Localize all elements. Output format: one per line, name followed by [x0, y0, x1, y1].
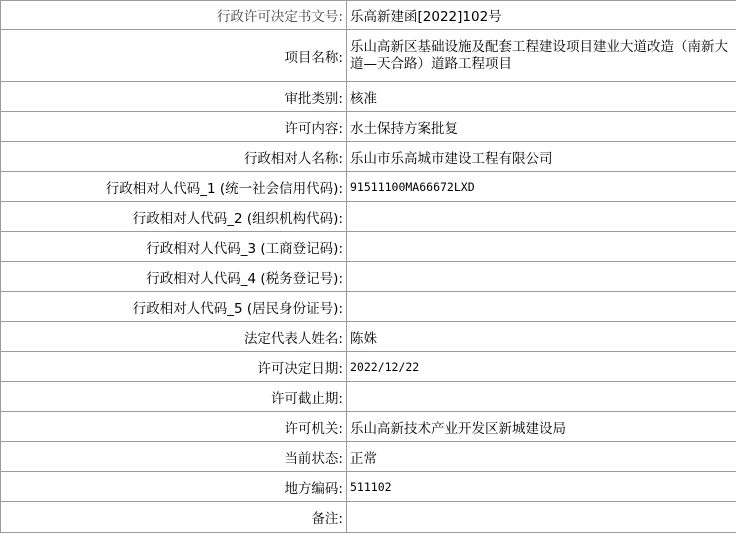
table-row	[1, 262, 736, 292]
field-label-business-reg-code[interactable]: 行政相对人代码_3 (工商登记码):	[1, 232, 347, 262]
table-row	[1, 382, 736, 412]
table-row	[1, 172, 736, 202]
field-value-current-status[interactable]: 正常	[347, 442, 736, 472]
table-row	[1, 202, 736, 232]
field-value-region-code[interactable]: 511102	[347, 472, 736, 502]
table-row	[1, 292, 736, 322]
field-value-decision-number[interactable]: 乐高新建函[2022]102号	[347, 1, 736, 30]
field-label-current-status[interactable]: 当前状态:	[1, 442, 347, 472]
field-value-id-number[interactable]	[347, 292, 736, 322]
field-label-id-number[interactable]: 行政相对人代码_5 (居民身份证号):	[1, 292, 347, 322]
field-value-expiry-date[interactable]	[347, 382, 736, 412]
table-row	[1, 142, 736, 172]
field-label-approval-category[interactable]: 审批类别:	[1, 82, 347, 112]
field-label-license-content[interactable]: 许可内容:	[1, 112, 347, 142]
field-label-decision-date[interactable]: 许可决定日期:	[1, 352, 347, 382]
table-row	[1, 1, 736, 30]
field-value-remarks[interactable]	[347, 502, 736, 533]
table-row	[1, 232, 736, 262]
field-value-approval-category[interactable]: 核准	[347, 82, 736, 112]
field-label-org-code[interactable]: 行政相对人代码_2 (组织机构代码):	[1, 202, 347, 232]
field-label-credit-code[interactable]: 行政相对人代码_1 (统一社会信用代码):	[1, 172, 347, 202]
field-value-credit-code[interactable]: 91511100MA66672LXD	[347, 172, 736, 202]
field-label-decision-number[interactable]: 行政许可决定书文号:	[1, 1, 347, 30]
field-label-remarks[interactable]: 备注:	[1, 502, 347, 533]
table-row	[1, 502, 736, 533]
table-row	[1, 352, 736, 382]
field-value-decision-date[interactable]: 2022/12/22	[347, 352, 736, 382]
field-label-region-code[interactable]: 地方编码:	[1, 472, 347, 502]
table-row	[1, 82, 736, 112]
table-row	[1, 112, 736, 142]
field-label-legal-representative[interactable]: 法定代表人姓名:	[1, 322, 347, 352]
field-value-counterparty-name[interactable]: 乐山市乐高城市建设工程有限公司	[347, 142, 736, 172]
field-value-legal-representative[interactable]: 陈姝	[347, 322, 736, 352]
field-label-expiry-date[interactable]: 许可截止期:	[1, 382, 347, 412]
field-label-licensing-authority[interactable]: 许可机关:	[1, 412, 347, 442]
table-row	[1, 30, 736, 82]
field-value-license-content[interactable]: 水土保持方案批复	[347, 112, 736, 142]
field-value-org-code[interactable]	[347, 202, 736, 232]
field-value-business-reg-code[interactable]	[347, 232, 736, 262]
table-row	[1, 412, 736, 442]
field-value-licensing-authority[interactable]: 乐山高新技术产业开发区新城建设局	[347, 412, 736, 442]
field-value-tax-reg-number[interactable]	[347, 262, 736, 292]
field-label-tax-reg-number[interactable]: 行政相对人代码_4 (税务登记号):	[1, 262, 347, 292]
table-row	[1, 472, 736, 502]
field-label-counterparty-name[interactable]: 行政相对人名称:	[1, 142, 347, 172]
table-row	[1, 322, 736, 352]
table-row	[1, 442, 736, 472]
field-label-project-name[interactable]: 项目名称:	[1, 30, 347, 82]
field-value-project-name[interactable]: 乐山高新区基础设施及配套工程建设项目建业大道改造（南新大道—天合路）道路工程项目	[347, 30, 736, 82]
